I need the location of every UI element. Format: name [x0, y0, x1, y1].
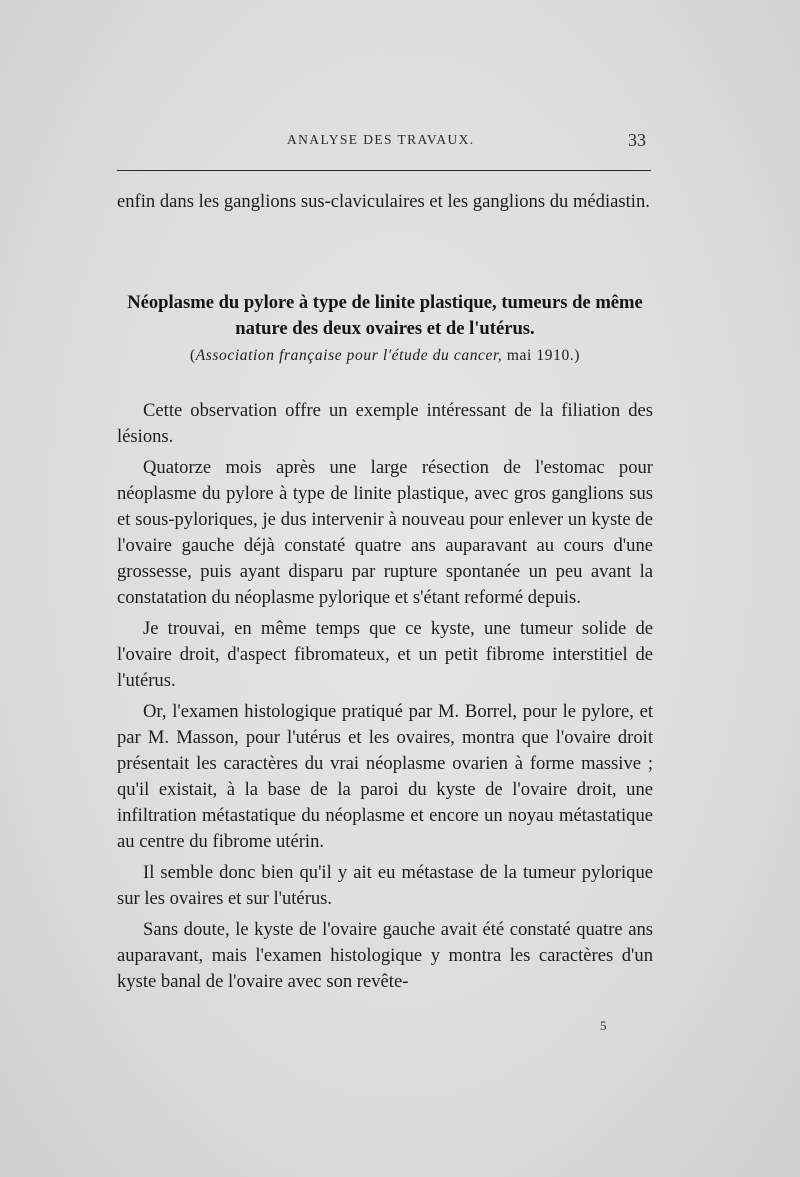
- paragraph: Cette observation offre un exemple intéressant de la filiation des lésions.: [117, 400, 653, 447]
- article-body: [117, 398, 653, 1000]
- paragraph: Or, l'examen histologique pratiqué par M. Borrel, pour le pylore, et par M. Masson, pour l'utérus et les ovaires, montra que l'ovaire droit présentait les caractères du vrai néoplasme ovarien à forme massive ; qu'il existait, à la base de la paroi du kyste de l'ovaire droit, une infiltration métastatique du néoplasme et encore un noyau métastatique au centre du fibrome utérin.: [117, 701, 653, 852]
- source-citation: [117, 347, 653, 365]
- source-publication: Association française pour l'étude du cancer,: [195, 347, 503, 364]
- signature-mark: 5: [600, 1018, 607, 1033]
- opening-paragraph: enfin dans les ganglions sus-claviculaires et les ganglions du médiastin.: [117, 191, 650, 212]
- running-head: ANALYSE DES TRAVAUX.: [287, 132, 475, 147]
- source-open-paren: (: [189, 347, 196, 364]
- page-number: 33: [628, 130, 646, 150]
- section-title: Néoplasme du pylore à type de linite plastique, tumeurs de même nature des deux ovaires et de l'utérus.: [127, 292, 643, 339]
- source-date: mai 1910.): [506, 347, 581, 364]
- paragraph: Je trouvai, en même temps que ce kyste, une tumeur solide de l'ovaire droit, d'aspect fibromateux, et un petit fibrome interstitiel de l'utérus.: [117, 618, 653, 691]
- paragraph: Il semble donc bien qu'il y ait eu métastase de la tumeur pylorique sur les ovaires et sur l'utérus.: [117, 862, 653, 909]
- paragraph: Quatorze mois après une large résection de l'estomac pour néoplasme du pylore à type de linite plastique, avec gros ganglions sus et sous-pyloriques, je dus intervenir à nouveau pour enlever un kyste de l'ovaire gauche déjà constaté quatre ans auparavant au cours d'une grossesse, puis ayant disparu par rupture spontanée un peu avant la constatation du néoplasme pylorique et s'étant reformé depuis.: [117, 457, 653, 608]
- paragraph: Sans doute, le kyste de l'ovaire gauche avait été constaté quatre ans auparavant, mais l'examen histologique y montra les caractères d'un kyste banal de l'ovaire avec son revête-: [117, 919, 653, 992]
- header-rule: [117, 170, 651, 171]
